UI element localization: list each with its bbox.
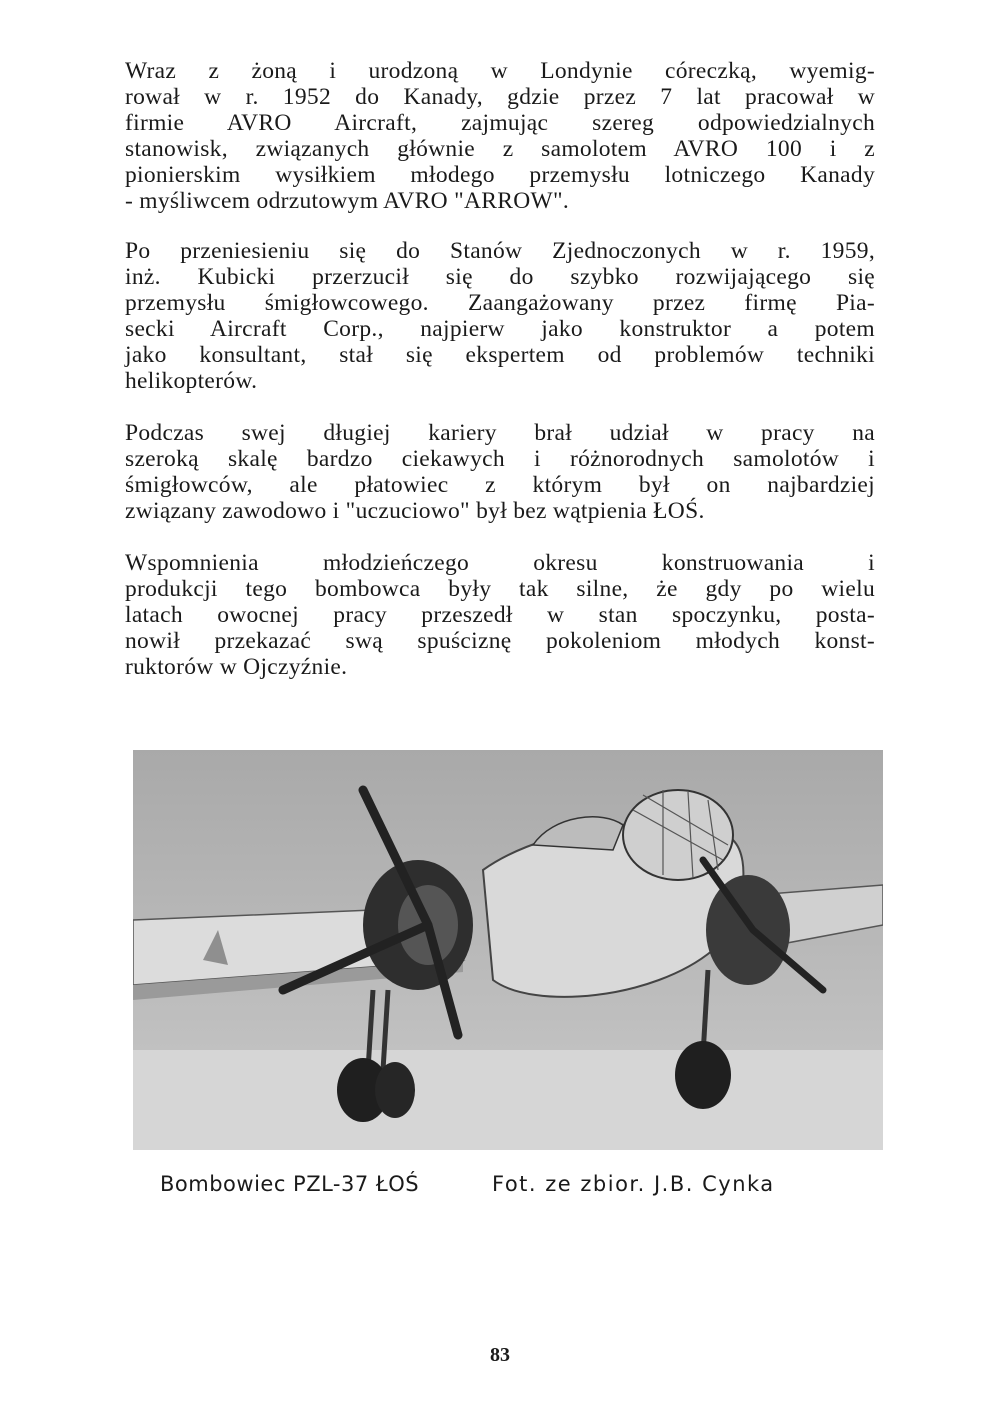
text-line: - myśliwcem odrzutowym AVRO "ARROW". — [125, 188, 570, 214]
text-line: produkcji tego bombowca były tak silne, że gdy po wielu — [125, 576, 875, 602]
text-line: szeroką skalę bardzo ciekawych i różnorodnych samolotów i — [125, 446, 875, 472]
paragraph-1 — [125, 58, 875, 214]
text-line: firmie AVRO Aircraft, zajmując szereg odpowiedzialnych — [125, 110, 875, 136]
page-number: 83 — [490, 1344, 510, 1366]
photo-caption-title: Bombowiec PZL-37 ŁOŚ — [160, 1172, 420, 1196]
paragraph-3 — [125, 420, 875, 524]
text-line: przemysłu śmigłowcowego. Zaangażowany przez firmę Pia- — [125, 290, 875, 316]
paragraph-2 — [125, 238, 875, 394]
paragraph-4 — [125, 550, 875, 680]
text-line: nowił przekazać swą spuściznę pokoleniom młodych konst- — [125, 628, 875, 654]
text-line: śmigłowców, ale płatowiec z którym był on najbardziej — [125, 472, 875, 498]
text-line: helikopterów. — [125, 368, 258, 394]
bomber-photo — [133, 750, 883, 1150]
right-engine — [706, 875, 790, 985]
text-line: secki Aircraft Corp., najpierw jako konstruktor a potem — [125, 316, 875, 342]
text-line: stanowisk, związanych głównie z samolotem AVRO 100 i z — [125, 136, 875, 162]
photo-caption-credit: Fot. ze zbior. J.B. Cynka — [492, 1172, 775, 1196]
right-wheel — [675, 1041, 731, 1109]
text-line: związany zawodowo i "uczuciowo" był bez wątpienia ŁOŚ. — [125, 498, 705, 524]
text-line: inż. Kubicki przerzucił się do szybko rozwijającego się — [125, 264, 875, 290]
text-line: jako konsultant, stał się ekspertem od problemów techniki — [125, 342, 875, 368]
text-line: rował w r. 1952 do Kanady, gdzie przez 7 lat pracował w — [125, 84, 875, 110]
text-line: ruktorów w Ojczyźnie. — [125, 654, 348, 680]
text-line: Wspomnienia młodzieńczego okresu konstruowania i — [125, 550, 875, 576]
text-line: Po przeniesieniu się do Stanów Zjednoczonych w r. 1959, — [125, 238, 875, 264]
text-line: latach owocnej pracy przeszedł w stan spoczynku, posta- — [125, 602, 875, 628]
text-line: pionierskim wysiłkiem młodego przemysłu lotniczego Kanady — [125, 162, 875, 188]
text-line: Podczas swej długiej kariery brał udział w pracy na — [125, 420, 875, 446]
text-line: Wraz z żoną i urodzoną w Londynie córeczką, wyemig- — [125, 58, 875, 84]
plane-illustration — [133, 750, 883, 1150]
snow-ground — [133, 1050, 883, 1150]
